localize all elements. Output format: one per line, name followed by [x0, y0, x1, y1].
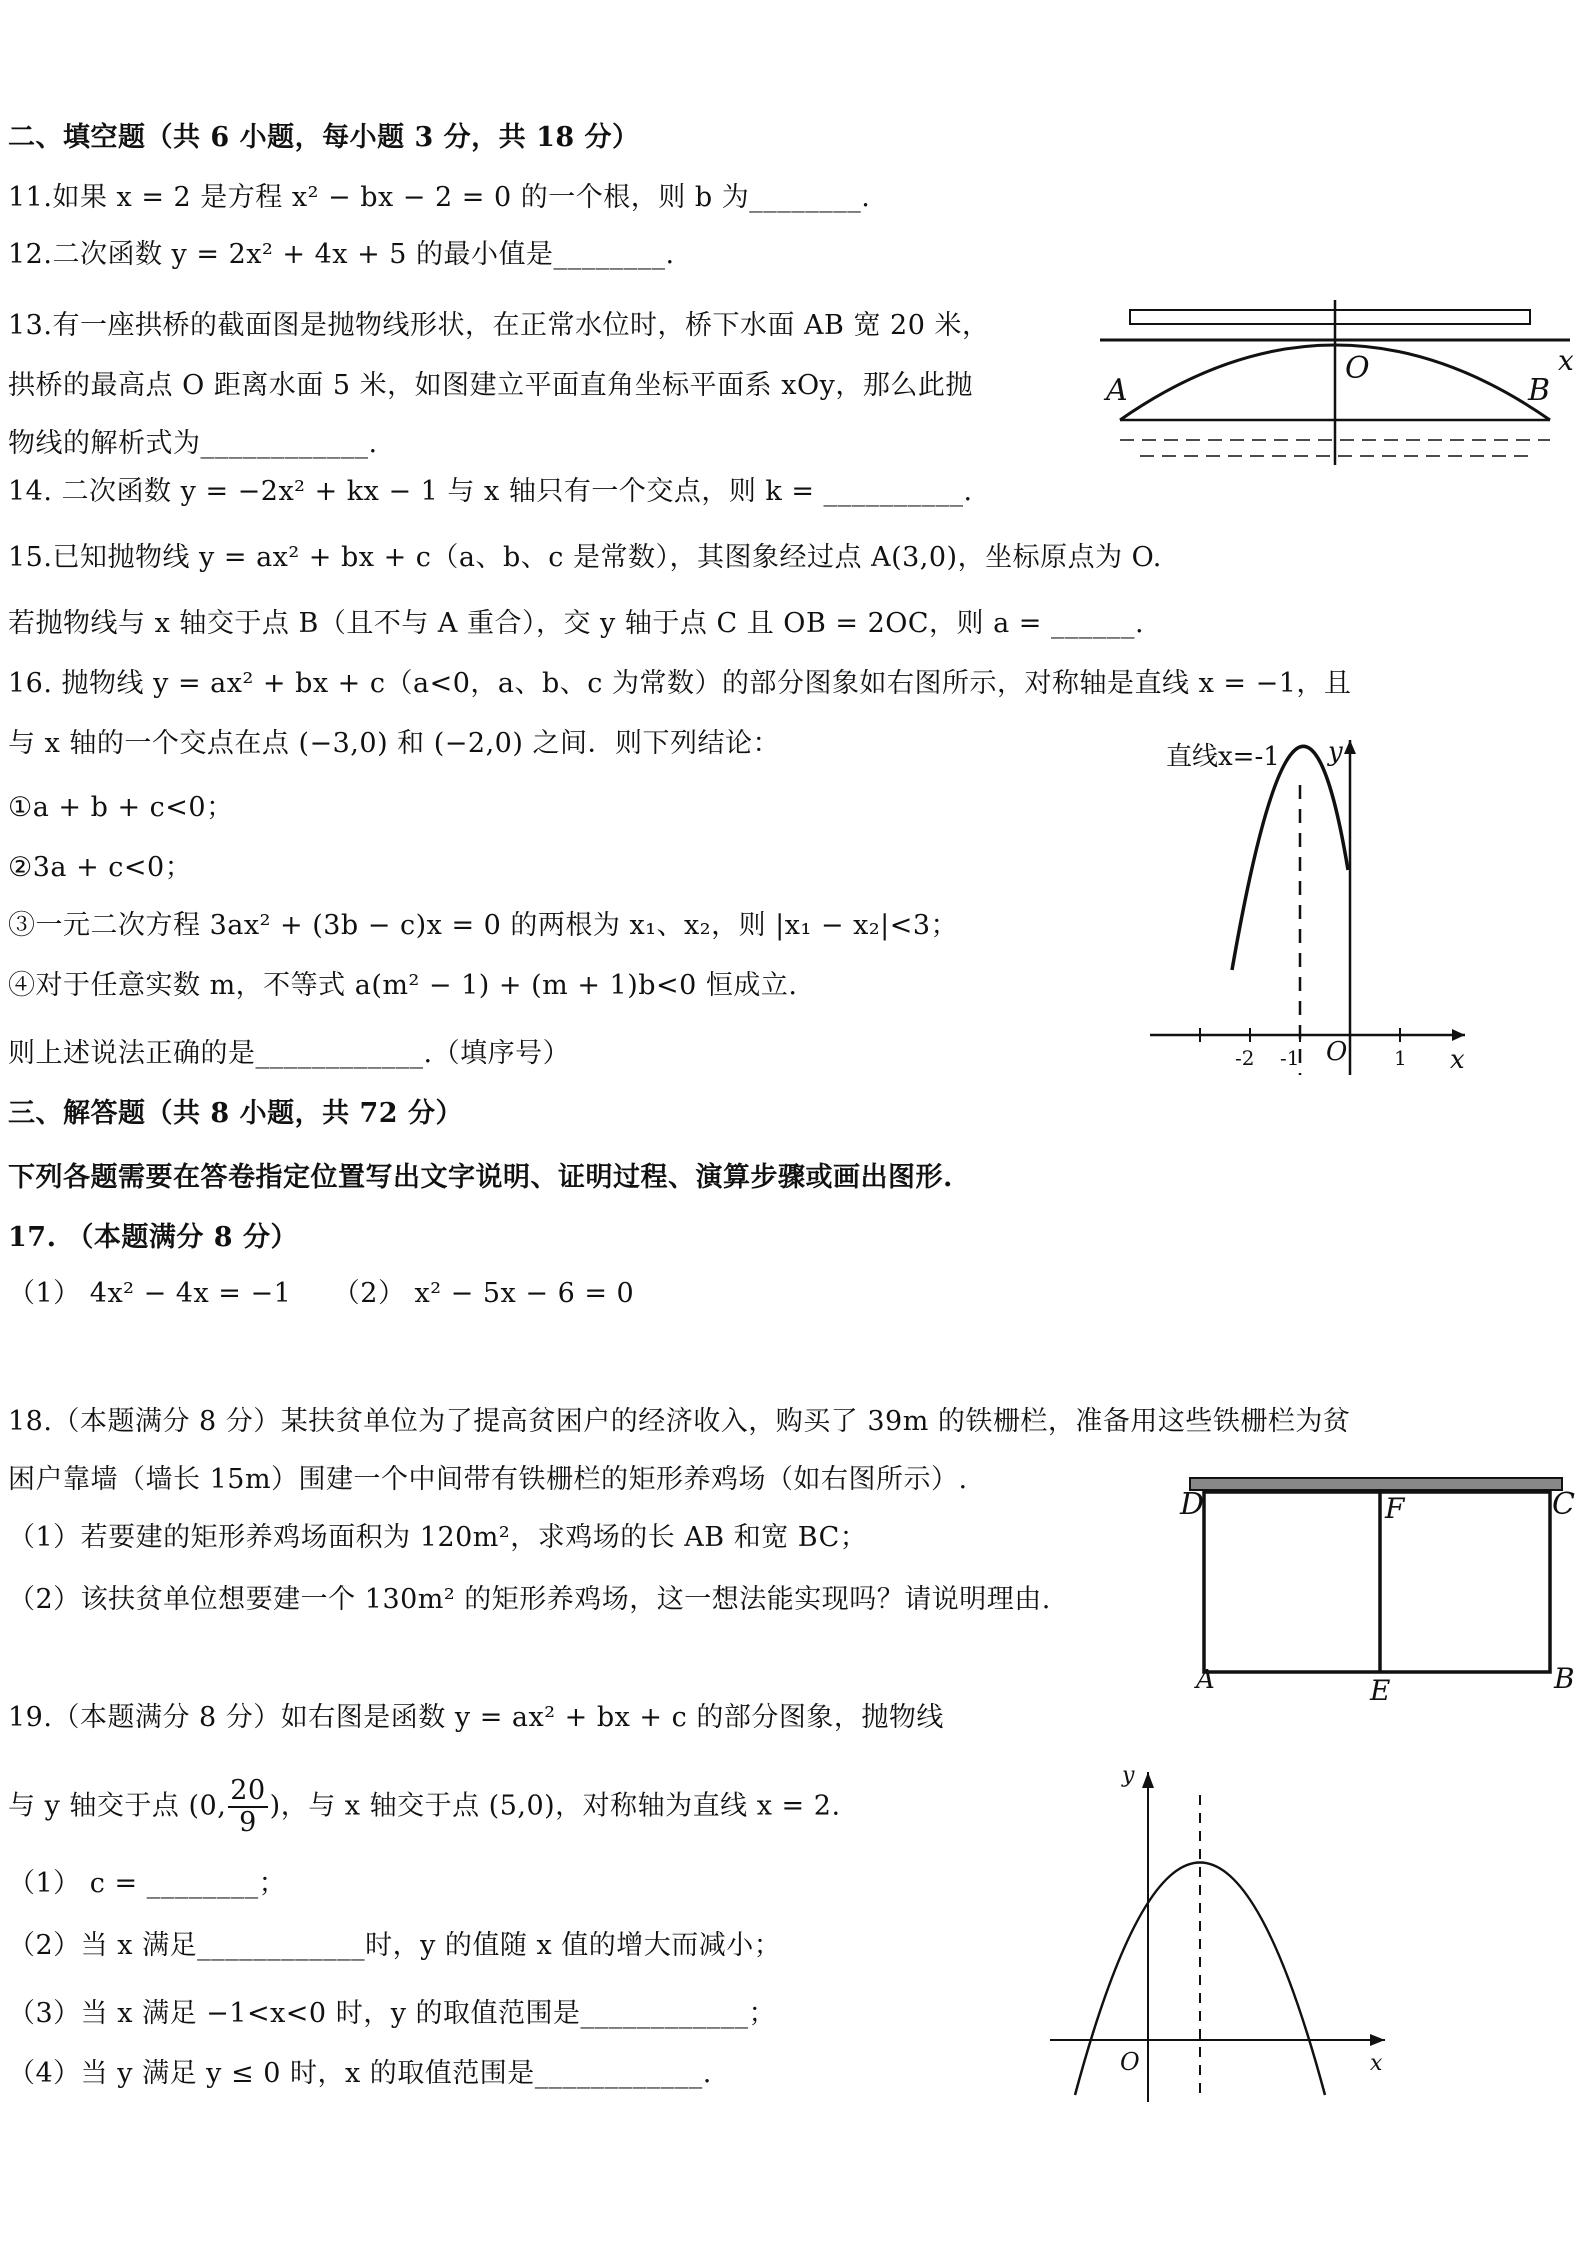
q16-origin-label: O [1326, 1037, 1348, 1067]
symmetry-axis-label: 直线x=-1 [1166, 742, 1280, 772]
q16-tick-label: -2 [1235, 1046, 1255, 1070]
question-16-item1: ①a + b + c<0； [8, 792, 234, 823]
question-14: 14. 二次函数 y = −2x² + kx − 1 与 x 轴只有一个交点，则 k = __________. [8, 476, 973, 507]
q16-tick-label: 1 [1394, 1046, 1407, 1070]
question-16-item3: ③一元二次方程 3ax² + (3b − c)x = 0 的两根为 x₁、x₂，则 |x₁ − x₂|<3； [8, 910, 959, 941]
question-18-part2: （2）该扶贫单位想要建一个 130m² 的矩形养鸡场，这一想法能实现吗？请说明理由. [8, 1584, 1051, 1615]
q19-y-label: y [1122, 1763, 1135, 1788]
q19-origin-label: O [1120, 2048, 1140, 2076]
fraction-numerator: 20 [230, 1775, 266, 1806]
question-15-line2: 若抛物线与 x 轴交于点 B（且不与 A 重合），交 y 轴于点 C 且 OB = 2OC，则 a = ______. [8, 608, 1145, 639]
bridge-label-O: O [1345, 351, 1370, 386]
section3-heading: 三、解答题（共 8 小题，共 72 分） [8, 1098, 463, 1129]
section2-heading: 二、填空题（共 6 小题，每小题 3 分，共 18 分） [8, 122, 640, 153]
question-11: 11.如果 x = 2 是方程 x² − bx − 2 = 0 的一个根，则 b 为________. [8, 182, 871, 213]
question-13-line3: 物线的解析式为____________. [8, 428, 378, 459]
q16-y-label: y [1328, 737, 1343, 767]
question-19-line1: 19.（本题满分 8 分）如右图是函数 y = ax² + bx + c 的部分图象，抛物线 [8, 1702, 944, 1733]
fraction-denominator: 9 [239, 1807, 257, 1838]
question-17-equations: （1） 4x² − 4x = −1 （2） x² − 5x − 6 = 0 [8, 1278, 635, 1309]
q16-x-label: x [1450, 1045, 1465, 1075]
question-16-answer: 则上述说法正确的是____________.（填序号） [8, 1038, 571, 1069]
question-12: 12.二次函数 y = 2x² + 4x + 5 的最小值是________. [8, 239, 675, 270]
section3-instruction: 下列各题需要在答卷指定位置写出文字说明、证明过程、演算步骤或画出图形. [8, 1162, 953, 1193]
fraction [228, 1776, 267, 1838]
q19-line2-end: )，与 x 轴交于点 (5,0)，对称轴为直线 x = 2. [269, 1790, 841, 1822]
q19-x-label: x [1370, 2051, 1383, 2076]
question-13-line1: 13.有一座拱桥的截面图是抛物线形状，在正常水位时，桥下水面 AB 宽 20 米， [8, 310, 990, 341]
question-17-title: 17. （本题满分 8 分） [8, 1222, 298, 1253]
farm-label-F: F [1385, 1492, 1405, 1525]
question-19-line2 [8, 1776, 841, 1838]
question-19-part2: （2）当 x 满足____________时，y 的值随 x 值的增大而减小； [8, 1930, 782, 1961]
q19-line2-start: 与 y 轴交于点 (0, [8, 1790, 227, 1822]
question-16-item2: ②3a + c<0； [8, 852, 193, 883]
bridge-label-B: B [1528, 373, 1551, 408]
farm-label-B: B [1554, 1662, 1575, 1695]
question-16-item4: ④对于任意实数 m，不等式 a(m² − 1) + (m + 1)b<0 恒成立. [8, 970, 798, 1001]
question-19-part4: （4）当 y 满足 y ≤ 0 时，x 的取值范围是____________. [8, 2058, 712, 2089]
question-15-line1: 15.已知抛物线 y = ax² + bx + c（a、b、c 是常数），其图象经过点 A(3,0)，坐标原点为 O. [8, 542, 1162, 573]
q16-tick-label: -1 [1280, 1046, 1300, 1070]
bridge-label-x: x [1558, 344, 1574, 377]
farm-label-C: C [1552, 1487, 1575, 1522]
question-19-part3: （3）当 x 满足 −1<x<0 时，y 的取值范围是____________； [8, 1998, 777, 2029]
question-19-part1: （1） c = ________； [8, 1868, 287, 1899]
farm-label-A: A [1196, 1665, 1215, 1695]
question-18-part1: （1）若要建的矩形养鸡场面积为 120m²，求鸡场的长 AB 和宽 BC； [8, 1522, 868, 1553]
question-16-line2: 与 x 轴的一个交点在点 (−3,0) 和 (−2,0) 之间．则下列结论： [8, 728, 780, 759]
q19-parabola-figure [1040, 1760, 1400, 2105]
farm-label-E: E [1370, 1674, 1391, 1707]
question-16-line1: 16. 抛物线 y = ax² + bx + c（a<0，a、b、c 为常数）的部分图象如右图所示，对称轴是直线 x = −1，且 [8, 668, 1352, 699]
question-18-line1: 18.（本题满分 8 分）某扶贫单位为了提高贫困户的经济收入，购买了 39m 的铁栅栏，准备用这些铁栅栏为贫 [8, 1406, 1351, 1437]
farm-label-D: D [1180, 1487, 1205, 1522]
question-13-line2: 拱桥的最高点 O 距离水面 5 米，如图建立平面直角坐标平面系 xOy，那么此抛 [8, 370, 973, 401]
bridge-label-A: A [1106, 373, 1128, 408]
bridge-figure [1100, 300, 1574, 470]
chicken-farm-figure [1180, 1470, 1576, 1720]
q16-parabola-figure [1150, 730, 1480, 1080]
question-18-line2: 困户靠墙（墙长 15m）围建一个中间带有铁栅栏的矩形养鸡场（如右图所示）. [8, 1464, 968, 1495]
